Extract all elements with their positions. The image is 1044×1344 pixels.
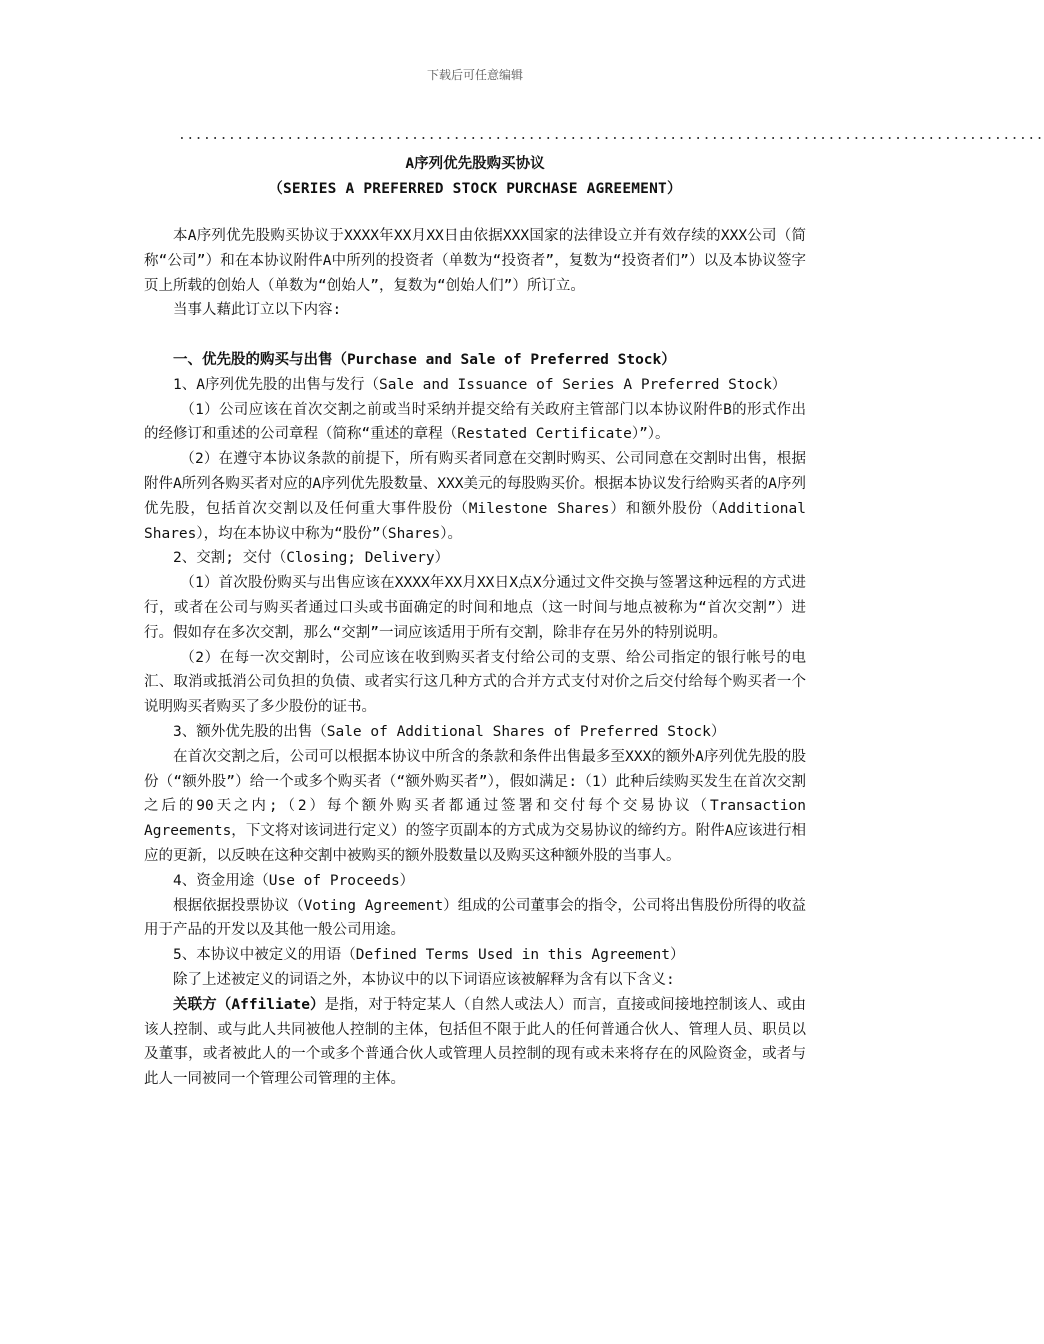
document-title: A序列优先股购买协议 <box>405 156 545 172</box>
clause-1-5-heading: 5、本协议中被定义的用语（Defined Terms Used in this Agreement） <box>173 947 685 964</box>
clause-1-2-1: （1）首次股份购买与出售应该在XXXX年XX月XX日X点X分通过文件交换与签署这种远程的方式进行，或者在公司与购买者通过口头或书面确定的时间和地点（这一时间与地点被称为“首次交割”）进行。假如存在多次交割，那么“交割”一词应该适用于所有交割，除非存在另外的特别说明。 <box>144 575 806 641</box>
affiliate-term: 关联方（Affiliate） <box>173 996 325 1013</box>
intro-paragraph-2: 当事人藉此订立以下内容: <box>173 302 342 319</box>
document-subtitle: （SERIES A PREFERRED STOCK PURCHASE AGREEMENT） <box>268 181 682 197</box>
clause-1-1-heading: 1、A序列优先股的出售与发行（Sale and Issuance of Series A Preferred Stock） <box>173 376 787 393</box>
dotted-separator: ........................................................................................................ <box>178 128 1044 143</box>
clause-1-3-heading: 3、额外优先股的出售（Sale of Additional Shares of Preferred Stock） <box>173 723 726 740</box>
clause-1-4-heading: 4、资金用途（Use of Proceeds） <box>173 872 415 889</box>
clause-1-1-1: （1）公司应该在首次交割之前或当时采纳并提交给有关政府主管部门以本协议附件B的形式作出的经修订和重述的公司章程（简称“重述的章程（Restated Certificate）”）。 <box>144 401 806 443</box>
affiliate-body: 是指，对于特定某人（自然人或法人）而言，直接或间接地控制该人、或由该人控制、或与此人共同被他人控制的主体，包括但不限于此人的任何普通合伙人、管理人员、职员以及董事，或者被此人的一个或多个普通合伙人或管理人员控制的现有或未来将存在的风险资金，或者与此人一同被同一个管理公司管理的主体。 <box>144 996 806 1088</box>
clause-1-5-body: 除了上述被定义的词语之外，本协议中的以下词语应该被解释为含有以下含义: <box>173 971 675 988</box>
page-header: 下载后可任意编辑 <box>426 68 523 82</box>
document-body <box>144 224 806 1092</box>
clause-1-3-body: 在首次交割之后，公司可以根据本协议中所含的条款和条件出售最多至XXX的额外A序列优先股的股份（“额外股”）给一个或多个购买者（“额外购买者”），假如满足:（1）此种后续购买发生在首次交割之后的90天之内;（2）每个额外购买者都通过签署和交付每个交易协议（Transaction Agreements，下文将对该词进行定义）的签字页副本的方式成为交易协议的缔约方。附件A应该进行相应的更新，以反映在这种交割中被购买的额外股数量以及购买这种额外股的当事人。 <box>144 748 806 864</box>
clause-1-2-2: （2）在每一次交割时，公司应该在收到购买者支付给公司的支票、给公司指定的银行帐号的电汇、取消或抵消公司负担的负债、或者实行这几种方式的合并方式支付对价之后交付给每个购买者一个说明购买者购买了多少股份的证书。 <box>144 649 806 716</box>
clause-1-1-2: （2）在遵守本协议条款的前提下，所有购买者同意在交割时购买、公司同意在交割时出售，根据附件A所列各购买者对应的A序列优先股数量、XXX美元的每股购买价。根据本协议发行给购买者的A序列优先股，包括首次交割以及任何重大事件股份（Milestone Shares）和额外股份（Additional Shares），均在本协议中称为“股份”（Shares）。 <box>144 451 806 542</box>
intro-paragraph: 本A序列优先股购买协议于XXXX年XX月XX日由依据XXX国家的法律设立并有效存续的XXX公司（简称“公司”）和在本协议附件A中所列的投资者（单数为“投资者”，复数为“投资者们”）以及本协议签字页上所载的创始人（单数为“创始人”，复数为“创始人们”）所订立。 <box>144 228 806 294</box>
section-1-heading: 一、优先股的购买与出售（Purchase and Sale of Preferred Stock） <box>173 351 676 368</box>
spacer <box>144 323 806 348</box>
clause-1-2-heading: 2、交割; 交付（Closing; Delivery） <box>173 550 450 567</box>
clause-1-4-body: 根据依据投票协议（Voting Agreement）组成的公司董事会的指令，公司将出售股份所得的收益用于产品的开发以及其他一般公司用途。 <box>144 897 806 939</box>
affiliate-definition <box>144 993 806 1092</box>
